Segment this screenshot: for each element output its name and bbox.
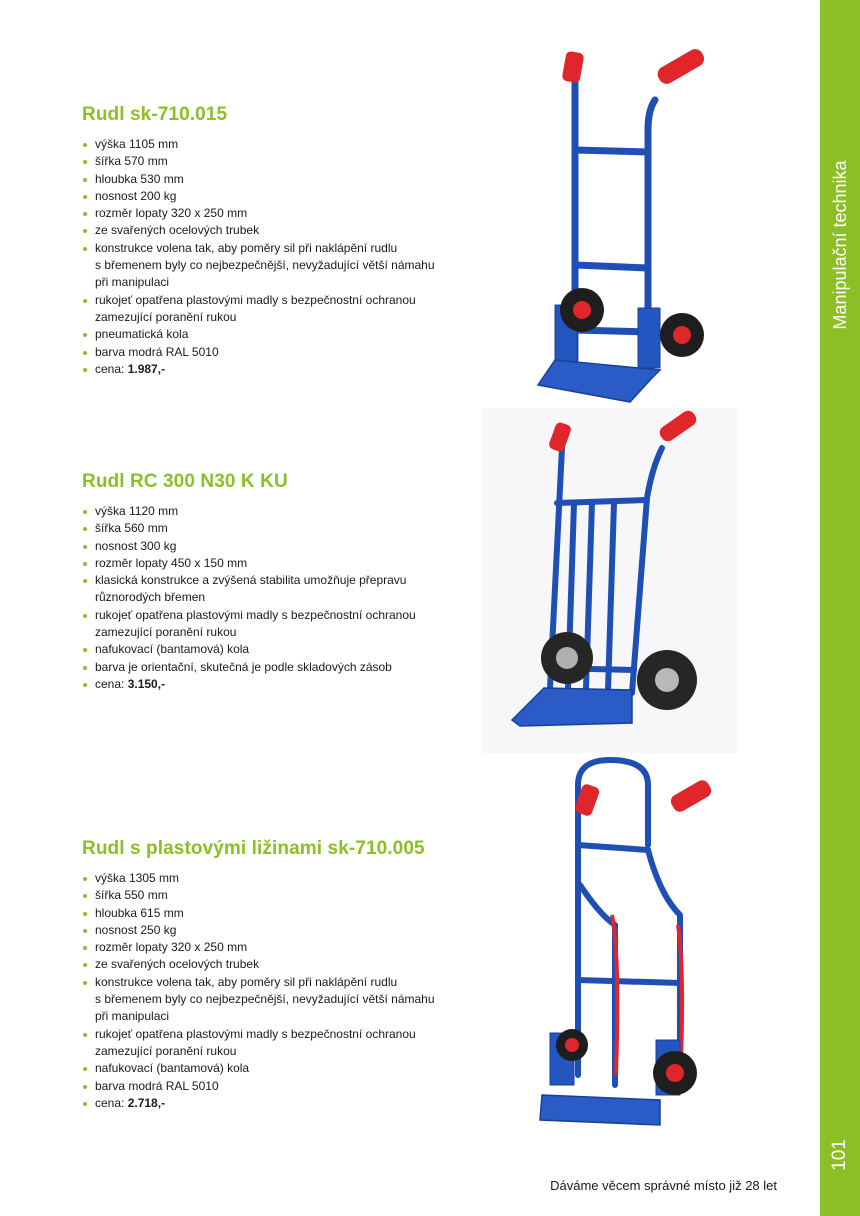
spec-item-continued: zamezující poranění rukou: [95, 309, 237, 324]
spec-item: nafukovací (bantamová) kola: [82, 1060, 442, 1077]
spec-item: šířka 570 mm: [82, 153, 442, 170]
spec-item: rozměr lopaty 320 x 250 mm: [82, 205, 442, 222]
spec-item: šířka 560 mm: [82, 520, 442, 537]
page-number: 101: [829, 1139, 850, 1171]
spec-item: nafukovací (bantamová) kola: [82, 641, 442, 658]
product-title: Rudl s plastovými ližinami sk-710.005: [82, 838, 425, 859]
spec-item-continued: zamezující poranění rukou: [95, 625, 237, 640]
product-1: [82, 104, 442, 378]
product-2: [82, 471, 442, 693]
price-line: [82, 361, 442, 378]
spec-item: rozměr lopaty 320 x 250 mm: [82, 939, 442, 956]
spec-item: rozměr lopaty 450 x 150 mm: [82, 555, 442, 572]
product-title: Rudl sk-710.015: [82, 104, 228, 125]
spec-item-continued: při manipulaci: [95, 275, 170, 290]
price-value: 2.718,-: [127, 1095, 166, 1110]
product-title: Rudl RC 300 N30 K KU: [82, 471, 288, 492]
price-line: [82, 676, 442, 693]
hand-truck-image-2: [482, 408, 737, 753]
spec-item: rukojeť opatřena plastovými madly s bezpečnostní ochranou: [82, 607, 442, 624]
spec-item-continued: zamezující poranění rukou: [95, 1043, 237, 1058]
price-label: cena:: [95, 1095, 125, 1110]
spec-item: rukojeť opatřena plastovými madly s bezpečnostní ochranou: [82, 1026, 442, 1043]
spec-item: nosnost 300 kg: [82, 538, 442, 555]
spec-item: výška 1105 mm: [82, 136, 442, 153]
spec-item: barva modrá RAL 5010: [82, 344, 442, 361]
hand-truck-image-3: [520, 755, 720, 1135]
footer-slogan: Dáváme věcem správné místo již 28 let: [550, 1178, 777, 1193]
spec-item: ze svařených ocelových trubek: [82, 956, 442, 973]
product-3: [82, 838, 442, 1112]
spec-item: ze svařených ocelových trubek: [82, 222, 442, 239]
spec-item: barva je orientační, skutečná je podle skladových zásob: [82, 659, 442, 676]
spec-item: nosnost 200 kg: [82, 188, 442, 205]
spec-item: šířka 550 mm: [82, 887, 442, 904]
price-label: cena:: [95, 361, 125, 376]
price-label: cena:: [95, 676, 125, 691]
sidebar-band: [820, 0, 860, 1216]
spec-list: [82, 503, 442, 693]
section-title: Manipulační technika: [830, 160, 850, 330]
spec-item: výška 1120 mm: [82, 503, 442, 520]
spec-list: [82, 870, 442, 1112]
spec-item: výška 1305 mm: [82, 870, 442, 887]
spec-item: hloubka 615 mm: [82, 905, 442, 922]
spec-item-continued: různorodých břemen: [95, 590, 206, 605]
hand-truck-image-1: [520, 40, 720, 405]
spec-item: pneumatická kola: [82, 326, 442, 343]
spec-item: rukojeť opatřena plastovými madly s bezpečnostní ochranou: [82, 292, 442, 309]
spec-item: konstrukce volena tak, aby poměry sil při naklápění rudlu: [82, 974, 442, 991]
price-value: 1.987,-: [127, 361, 166, 376]
spec-list: [82, 136, 442, 378]
spec-item: klasická konstrukce a zvýšená stabilita umožňuje přepravu: [82, 572, 442, 589]
price-value: 3.150,-: [127, 676, 166, 691]
spec-item-continued: s břemenem byly co nejbezpečnější, nevyžadující větší námahu: [95, 992, 435, 1007]
spec-item: nosnost 250 kg: [82, 922, 442, 939]
price-line: [82, 1095, 442, 1112]
spec-item: konstrukce volena tak, aby poměry sil při naklápění rudlu: [82, 240, 442, 257]
spec-item: barva modrá RAL 5010: [82, 1078, 442, 1095]
spec-item-continued: s břemenem byly co nejbezpečnější, nevyžadující větší námahu: [95, 258, 435, 273]
spec-item: hloubka 530 mm: [82, 171, 442, 188]
spec-item-continued: při manipulaci: [95, 1009, 170, 1024]
